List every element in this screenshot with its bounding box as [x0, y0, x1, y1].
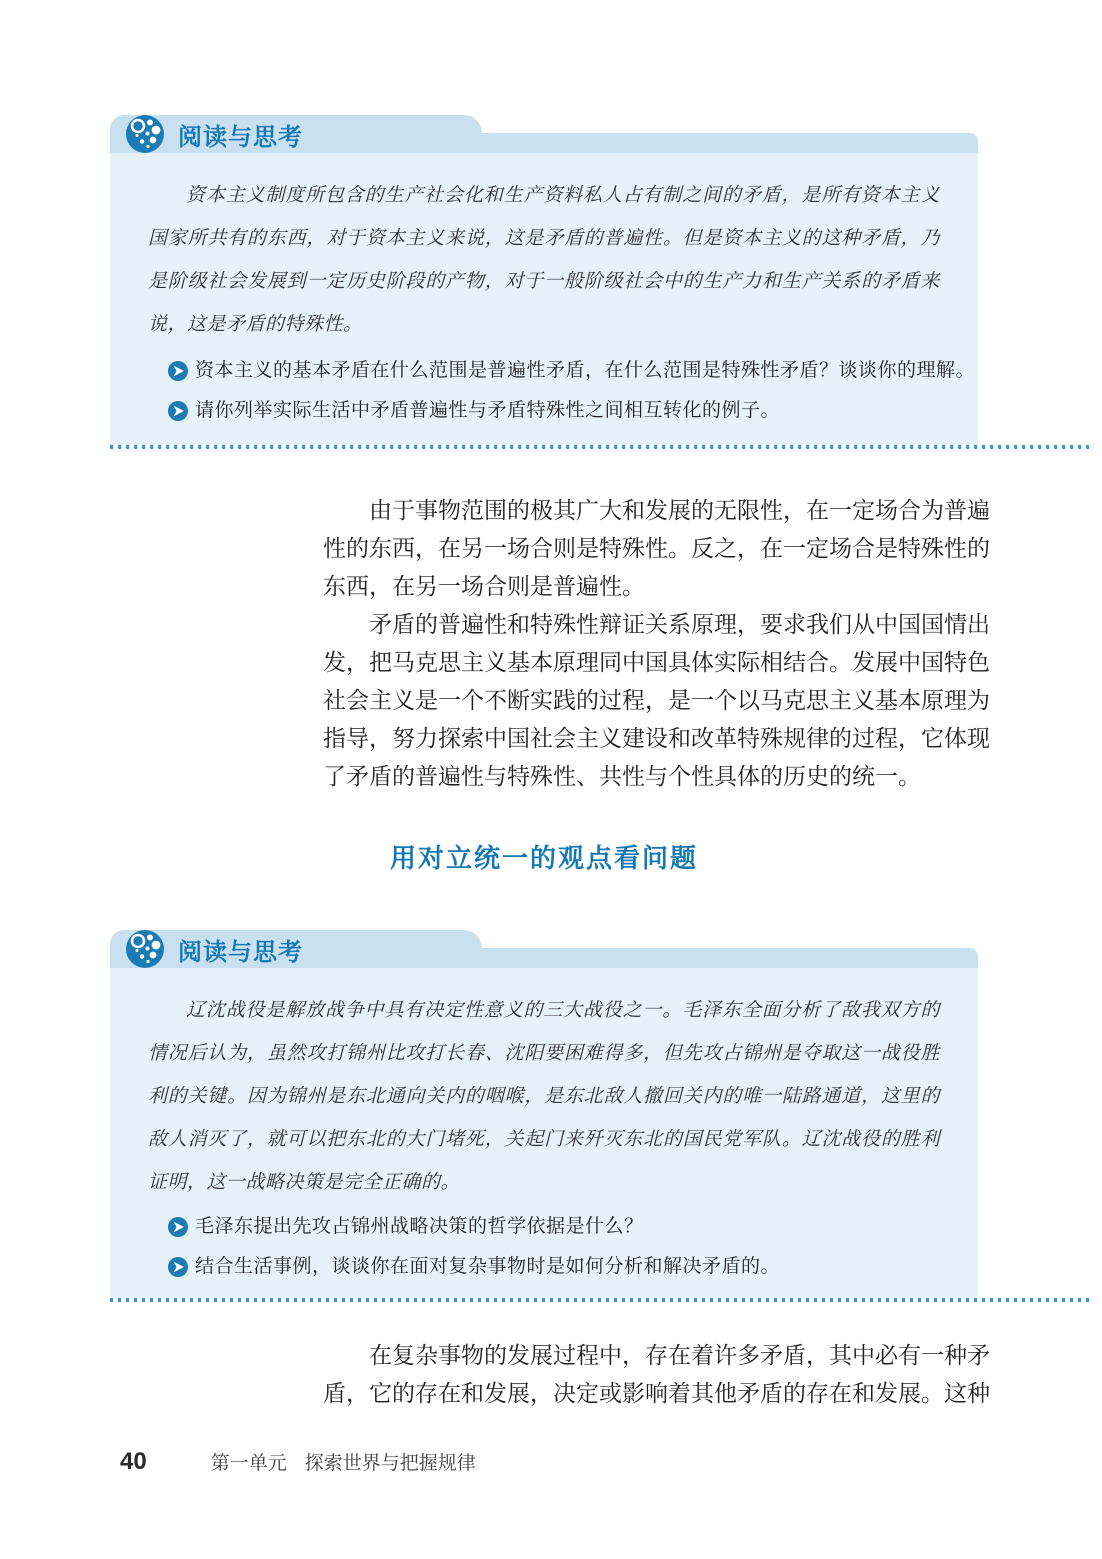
reading-box-1-questions [148, 358, 976, 424]
dotted-separator [110, 1298, 1092, 1302]
reading-box-2-questions [148, 1214, 940, 1280]
reading-box-1 [110, 115, 978, 445]
question-text: 请你列举实际生活中矛盾普遍性与矛盾特殊性之间相互转化的例子。 [195, 400, 781, 421]
body-paragraph: 矛盾的普遍性和特殊性辩证关系原理，要求我们从中国国情出发，把马克思主义基本原理同中国具体实际相结合。发展中国特色社会主义是一个不断实践的过程，是一个以马克思主义基本原理为指导，努力探索中国社会主义建设和改革特殊规律的过程，它体现了矛盾的普遍性与特殊性、共性与个性具体的历史的统一。 [323, 612, 990, 789]
body-paragraph: 由于事物范围的极其广大和发展的无限性，在一定场合为普遍性的东西，在另一场合则是特殊性。反之，在一定场合是特殊性的东西，在另一场合则是普遍性。 [323, 498, 990, 599]
reading-box-2-paragraph: 辽沈战役是解放战争中具有决定性意义的三大战役之一。毛泽东全面分析了敌我双方的情况后认为，虽然攻打锦州比攻打长春、沈阳要困难得多，但先攻占锦州是夺取这一战役胜利的关键。因为锦州是东北通向关内的咽喉，是东北敌人撤回关内的唯一陆路通道，这里的敌人消灭了，就可以把东北的大门堵死，关起门来歼灭东北的国民党军队。辽沈战役的胜利证明，这一战略决策是完全正确的。 [148, 999, 940, 1193]
footer-unit-label: 第一单元 [210, 1453, 287, 1474]
reading-box-2 [110, 930, 978, 1298]
section-heading: 用对立统一的观点看问题 [389, 844, 698, 873]
body-paragraph: 在复杂事物的发展过程中，存在着许多矛盾，其中必有一种矛盾，它的存在和发展，决定或影响着其他矛盾的存在和发展。这种 [323, 1343, 990, 1406]
main-text-block-2 [323, 1337, 990, 1413]
reading-box-2-body [110, 968, 978, 1298]
arrow-circle-icon [168, 1217, 188, 1237]
question-text: 毛泽东提出先攻占锦州战略决策的哲学依据是什么？ [195, 1216, 644, 1237]
page-footer [120, 1448, 476, 1476]
reading-box-1-body [110, 153, 978, 445]
reading-box-2-tab-row [110, 930, 978, 968]
arrow-circle-icon [168, 401, 188, 421]
page-number: 40 [120, 1448, 147, 1475]
tab-strip [460, 948, 978, 968]
question-item [168, 358, 976, 384]
main-text-block-1 [323, 492, 990, 796]
reading-box-1-tab [110, 115, 482, 153]
reading-box-2-title: 阅读与思考 [178, 938, 303, 966]
reading-box-2-tab [110, 930, 482, 968]
question-item [168, 398, 940, 424]
reading-think-icon [125, 114, 165, 154]
question-item [168, 1214, 940, 1240]
question-text: 结合生活事例，谈谈你在面对复杂事物时是如何分析和解决矛盾的。 [195, 1256, 781, 1277]
arrow-circle-icon [168, 1257, 188, 1277]
arrow-circle-icon [168, 361, 188, 381]
reading-box-1-tab-row [110, 115, 978, 153]
question-item [168, 1254, 940, 1280]
footer-unit-title: 探索世界与把握规律 [304, 1453, 476, 1474]
reading-think-icon [125, 929, 165, 969]
reading-box-1-paragraph: 资本主义制度所包含的生产社会化和生产资料私人占有制之间的矛盾，是所有资本主义国家所共有的东西，对于资本主义来说，这是矛盾的普遍性。但是资本主义的这种矛盾，乃是阶级社会发展到一定历史阶段的产物，对于一般阶级社会中的生产力和生产关系的矛盾来说，这是矛盾的特殊性。 [148, 184, 940, 335]
reading-box-1-title: 阅读与思考 [178, 123, 303, 151]
tab-strip [460, 133, 978, 153]
question-text: 资本主义的基本矛盾在什么范围是普遍性矛盾，在什么范围是特殊性矛盾？谈谈你的理解。 [195, 360, 976, 381]
dotted-separator [110, 445, 1092, 449]
